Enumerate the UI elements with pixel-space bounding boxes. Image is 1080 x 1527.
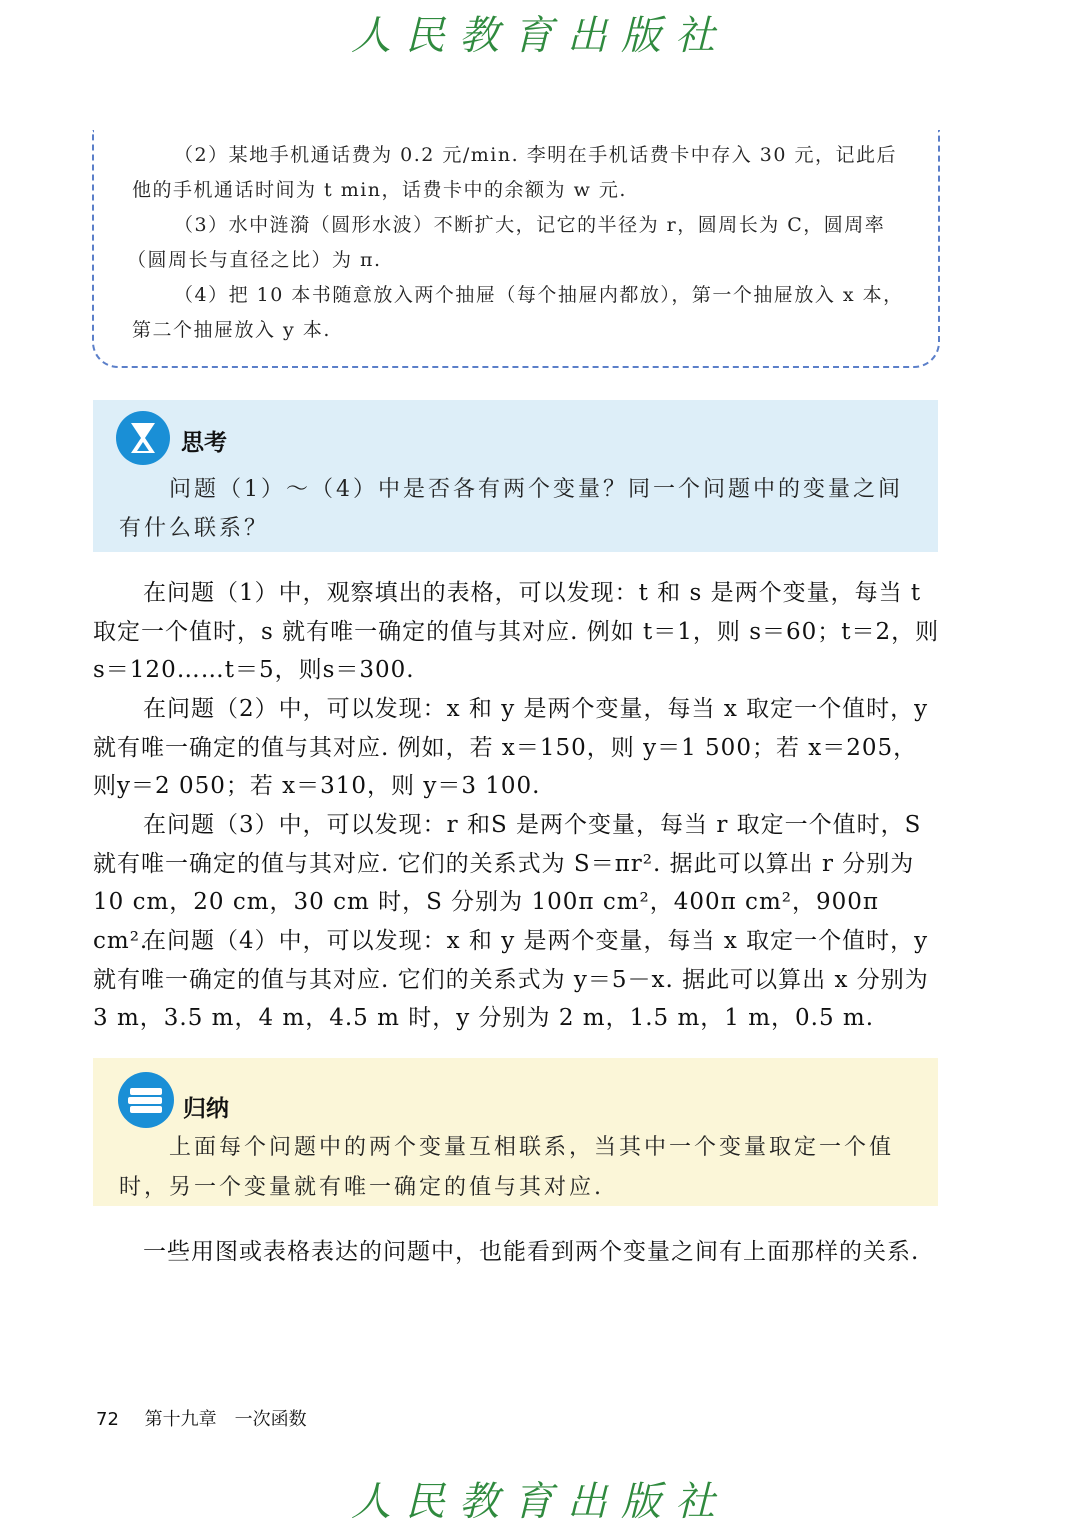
problem-4-line-1: （4）把 10 本书随意放入两个抽屉（每个抽屉内都放），第一个抽屉放入 x 本， <box>174 284 904 306</box>
summary-text: 上面每个问题中的两个变量互相联系，当其中一个变量取定一个值时，另一个变量就有唯一确定的值与其对应. <box>119 1135 895 1200</box>
book-stack-icon <box>118 1072 174 1128</box>
problem-3-line-2: （圆周长与直径之比）为 π. <box>127 249 382 271</box>
problem-3-line-1: （3）水中涟漪（圆形水波）不断扩大，记它的半径为 r，圆周长为 C，圆周率 <box>174 214 886 236</box>
problem-2-line-2: 他的手机通话时间为 t min，话费卡中的余额为 w 元. <box>132 179 627 201</box>
hourglass-icon <box>116 411 170 465</box>
closing-paragraph: 一些用图或表格表达的问题中，也能看到两个变量之间有上面那样的关系. <box>143 1239 920 1265</box>
think-title: 思考 <box>181 430 227 456</box>
publisher-logo-top: 人民教育出版社 <box>351 13 729 59</box>
summary-title: 归纳 <box>183 1096 229 1122</box>
paragraph-3: 在问题（3）中，可以发现：r 和S 是两个变量，每当 r 取定一个值时，S 就有唯一确定的值与其对应. 它们的关系式为 S＝πr². 据此可以算出 r 分别为 10 cm，20 cm，30 cm 时，S 分别为 100π cm²，400π cm²，900π cm². <box>93 812 922 954</box>
problem-box <box>92 130 940 368</box>
paragraph-2: 在问题（2）中，可以发现：x 和 y 是两个变量，每当 x 取定一个值时，y 就有唯一确定的值与其对应. 例如，若 x＝150，则 y＝1 500；若 x＝205，则y＝2 050；若 x＝310，则 y＝3 100. <box>93 696 929 799</box>
page-footer <box>96 1405 307 1431</box>
think-box <box>93 400 938 552</box>
publisher-logo-bottom: 人民教育出版社 <box>351 1479 729 1525</box>
think-text: 问题（1）～（4）中是否各有两个变量？同一个问题中的变量之间有什么联系？ <box>119 477 903 541</box>
paragraph-4: 在问题（4）中，可以发现：x 和 y 是两个变量，每当 x 取定一个值时，y 就有唯一确定的值与其对应. 它们的关系式为 y＝5－x. 据此可以算出 x 分别为 3 m，3.5 m，4 m，4.5 m 时，y 分别为 2 m，1.5 m，1 m，0.5 m. <box>93 928 929 1031</box>
problem-4-line-2: 第二个抽屉放入 y 本. <box>132 319 331 341</box>
summary-box <box>93 1058 938 1206</box>
chapter-title: 第十九章 一次函数 <box>144 1409 307 1430</box>
page-number: 72 <box>96 1409 119 1430</box>
problem-2-line-1: （2）某地手机通话费为 0.2 元/min. 李明在手机话费卡中存入 30 元，记此后 <box>174 144 897 166</box>
paragraph-1: 在问题（1）中，观察填出的表格，可以发现：t 和 s 是两个变量，每当 t 取定一个值时，s 就有唯一确定的值与其对应. 例如 t＝1，则 s＝60；t＝2，则 s＝120……t＝5，则s＝300. <box>93 580 940 683</box>
